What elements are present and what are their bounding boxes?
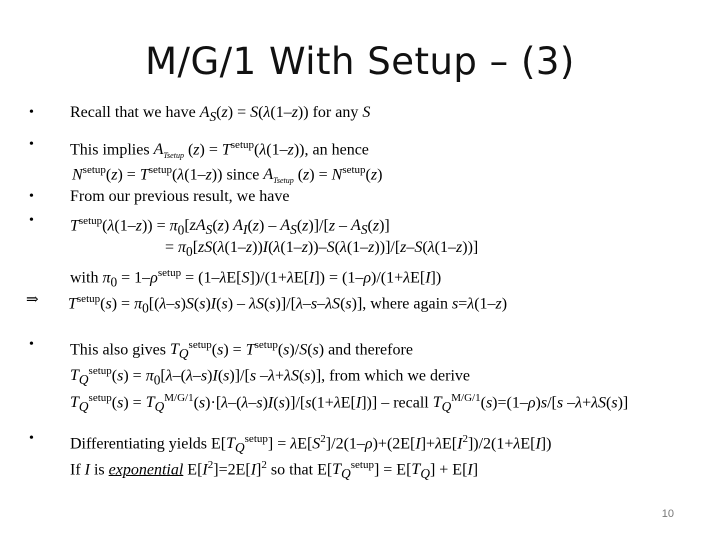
line-8: $T^{setup}(s) = \pi_0[(\lambda-s)S(s)I(s) - \lambda S(s)]/[\lambda-s-\lambda S(s)]$, where again s=λ(1–z) xyxy=(68,293,508,316)
bullet-2: • xyxy=(29,137,34,152)
line-12: Differentiating yields $E[T_Q^{setup}] = \lambda E[S^2]/2(1-\rho)+(2E[I]+\lambda E[I^2])/2(1+\lambda E[I])$ xyxy=(70,433,552,456)
bullet-6: • xyxy=(29,431,34,446)
slide-title: M/G/1 With Setup – (3) xyxy=(145,40,575,83)
implies-arrow: ⇒ xyxy=(26,290,39,308)
line-10: $T_Q^{setup}(s) = \pi_0[\lambda-(\lambda-s)I(s)]/[s$ –λ+λS(s)], from which we derive xyxy=(70,365,471,388)
page-number: 10 xyxy=(661,508,674,520)
line-2: This implies $A_{Tsetup}$ $(z) = T^{setup}(\lambda(1-z))$, an hence xyxy=(70,139,369,161)
bullet-5: • xyxy=(29,337,34,352)
bullet-4: • xyxy=(29,213,34,228)
line-3: $N^{setup}(z) = T^{setup}(\lambda(1-z))$ since $A_{Tsetup}$ $(z) = N^{setup}(z)$ xyxy=(72,164,383,186)
line-9: This also gives $T_Q^{setup}(s) = T^{setup}(s)/S(s)$ and therefore xyxy=(70,339,413,362)
bullet-1: • xyxy=(29,105,34,120)
line-5: $T^{setup}(\lambda(1-z)) = \pi_0[zA_S(z)$ $A_I(z) - A_S(z)]/[z - A_S(z)]$ xyxy=(70,215,390,238)
bullet-3: • xyxy=(29,189,34,204)
line-7: with $\pi_0 = 1-\rho^{setup} = (1-\lambda E[S])/(1+\lambda E[I]) = (1-\rho)/(1+\lambda E[I])$ xyxy=(70,267,442,290)
line-6: = $\pi_0[zS(\lambda(1-z))I(\lambda(1-z))-S(\lambda(1-z))]/[z-S(\lambda(1-z))]$ xyxy=(165,239,479,260)
line-4: From our previous result, we have xyxy=(70,188,290,205)
line-13: If I is exponential $E[I^2]=2E[I]^2$ so that $E[T_Q^{setup}] = E[T_Q] + E[I]$ xyxy=(70,459,479,482)
line-11: $T_Q^{setup}(s) = T_Q^{M/G/1}(s)\cdot[\lambda-(\lambda-s)I(s)]/[s(1+\lambda E[I])]$ – recall $T_Q^{M/G/1}(s)=(1-\rho)s/[s$ –λ+λS(s)] xyxy=(70,392,629,415)
line-1: Recall that we have $A_S(z) = S(\lambda(1-z))$ for any S xyxy=(70,104,371,125)
